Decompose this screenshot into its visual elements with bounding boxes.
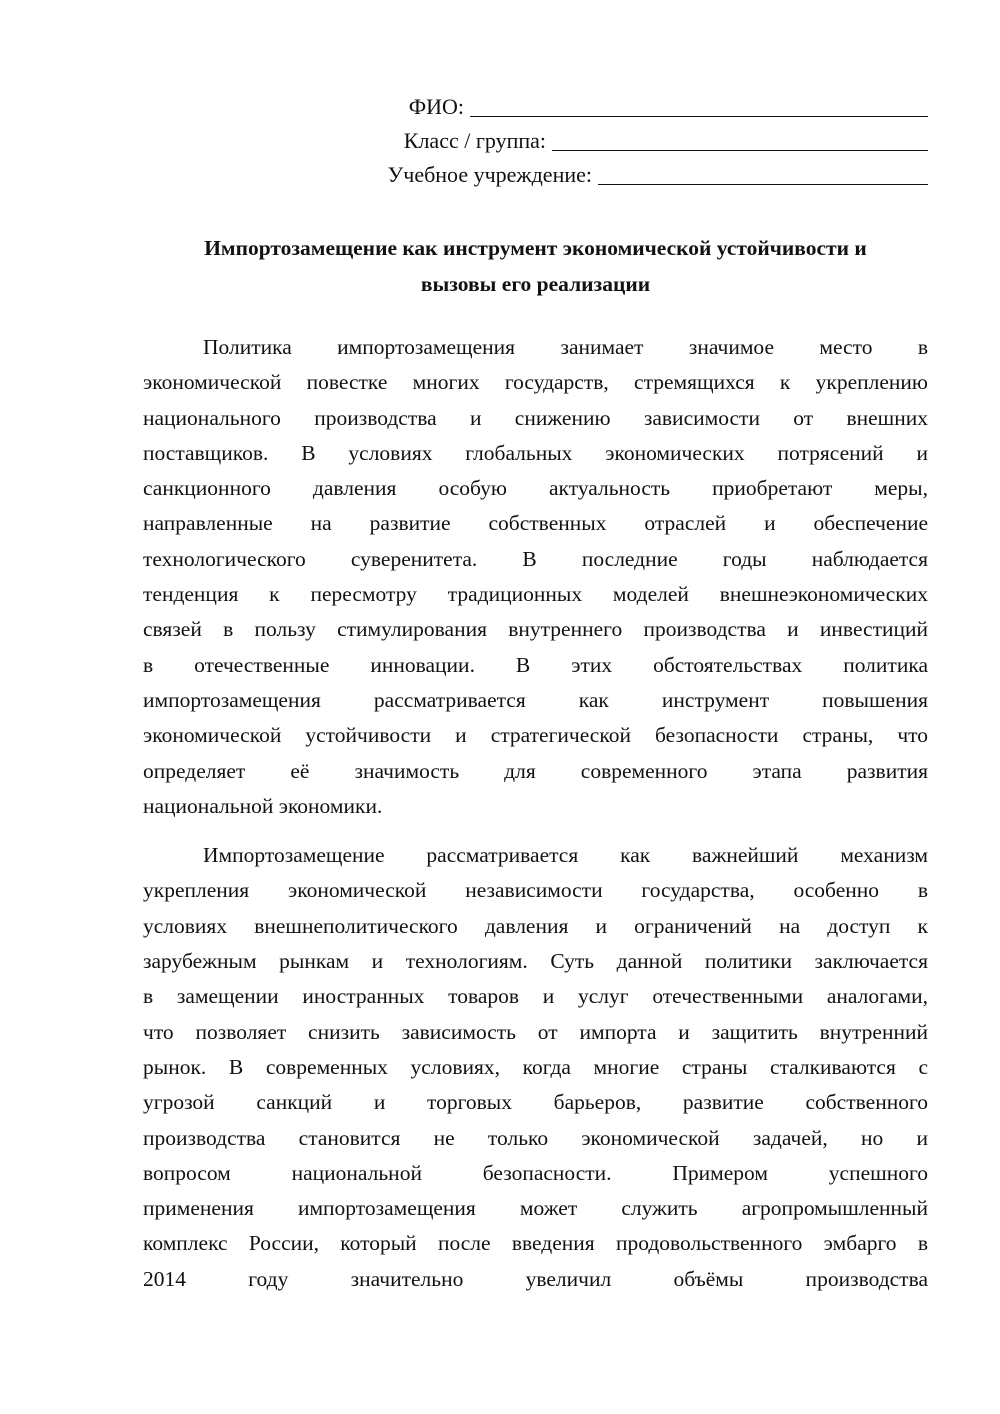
institution-field-label: Учебное учреждение: bbox=[387, 162, 592, 187]
text-line: применения импортозамещения может служить агропромышленный bbox=[143, 1196, 928, 1221]
text-line: рынок. В современных условиях, когда многие страны сталкиваются с bbox=[143, 1054, 928, 1079]
text-line: технологического суверенитета. В последние годы наблюдается bbox=[143, 546, 928, 571]
class-group-field[interactable] bbox=[328, 124, 928, 158]
institution-field[interactable] bbox=[328, 158, 928, 192]
essay-body bbox=[143, 330, 928, 1297]
text-line: направленные на развитие собственных отраслей и обеспечение bbox=[143, 511, 928, 536]
text-line: условиях внешнеполитического давления и ограничений на доступ к bbox=[143, 913, 928, 938]
text-line: определяет её значимость для современного этапа развития bbox=[143, 758, 928, 783]
text-line: импортозамещения рассматривается как инструмент повышения bbox=[143, 687, 928, 712]
text-line: комплекс России, который после введения продовольственного эмбарго в bbox=[143, 1231, 928, 1256]
text-line: национальной экономики. bbox=[143, 793, 383, 818]
text-line: экономической повестке многих государств, стремящихся к укреплению bbox=[143, 370, 928, 395]
text-line: 2014 году значительно увеличил объёмы производства bbox=[143, 1266, 928, 1291]
paragraph-2 bbox=[143, 838, 928, 1297]
text-line: поставщиков. В условиях глобальных экономических потрясений и bbox=[143, 440, 928, 465]
essay-title bbox=[143, 230, 928, 302]
text-line: зарубежным рынкам и технологиям. Суть данной политики заключается bbox=[143, 949, 928, 974]
text-line: связей в пользу стимулирования внутреннего производства и инвестиций bbox=[143, 617, 928, 642]
paragraph-1 bbox=[143, 330, 928, 824]
text-line: укрепления экономической независимости государства, особенно в bbox=[143, 878, 928, 903]
text-line: санкционного давления особую актуальность приобретают меры, bbox=[143, 476, 928, 501]
name-field-blank-line[interactable] bbox=[470, 90, 928, 117]
text-line: что позволяет снизить зависимость от импорта и защитить внутренний bbox=[143, 1019, 928, 1044]
text-line: в отечественные инновации. В этих обстоятельствах политика bbox=[143, 652, 928, 677]
essay-title-line: Импортозамещение как инструмент экономической устойчивости и bbox=[204, 236, 867, 260]
class-group-field-label: Класс / группа: bbox=[403, 128, 546, 153]
text-line: в замещении иностранных товаров и услуг отечественными аналогами, bbox=[143, 984, 928, 1009]
text-line: Импортозамещение рассматривается как важнейший механизм bbox=[203, 843, 928, 868]
text-line: экономической устойчивости и стратегической безопасности страны, что bbox=[143, 723, 928, 748]
text-line: производства становится не только экономической задачей, но и bbox=[143, 1125, 928, 1150]
text-line: тенденция к пересмотру традиционных моделей внешнеэкономических bbox=[143, 582, 928, 607]
text-line: угрозой санкций и торговых барьеров, развитие собственного bbox=[143, 1090, 928, 1115]
name-field[interactable] bbox=[328, 90, 928, 124]
text-line: Политика импортозамещения занимает значимое место в bbox=[203, 335, 928, 359]
name-field-label: ФИО: bbox=[408, 94, 464, 119]
class-group-field-blank-line[interactable] bbox=[552, 124, 928, 151]
text-line: национального производства и снижению зависимости от внешних bbox=[143, 405, 928, 430]
essay-title-line: вызовы его реализации bbox=[420, 272, 651, 296]
text-line: вопросом национальной безопасности. Примером успешного bbox=[143, 1160, 928, 1185]
institution-field-blank-line[interactable] bbox=[598, 158, 928, 185]
student-info-fields bbox=[328, 90, 928, 192]
